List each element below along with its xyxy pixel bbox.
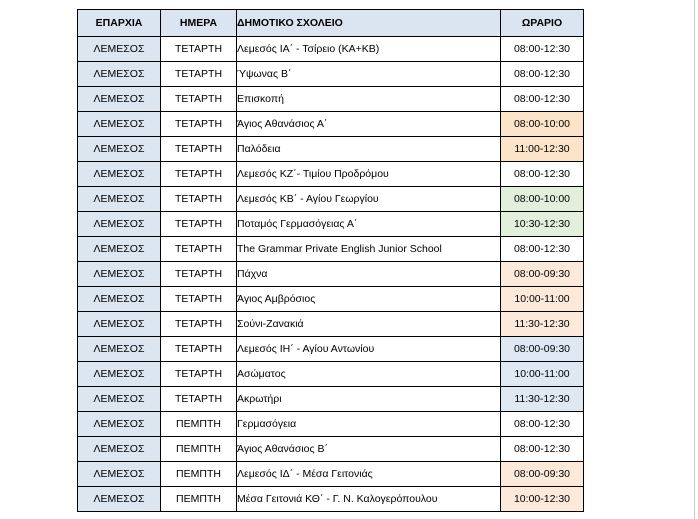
- table-row: [78, 162, 584, 187]
- day-cell: ΤΕΤΑΡΤΗ: [161, 337, 237, 362]
- district-cell: ΛΕΜΕΣΟΣ: [78, 462, 161, 487]
- school-cell: Ποταμός Γερμασόγειας Α΄: [237, 212, 501, 237]
- district-cell: ΛΕΜΕΣΟΣ: [78, 112, 161, 137]
- table-row: [78, 237, 584, 262]
- time-cell: 10:00-11:00: [501, 362, 584, 387]
- table-row: [78, 487, 584, 512]
- header-day: ΗΜΕΡΑ: [161, 10, 237, 37]
- district-cell: ΛΕΜΕΣΟΣ: [78, 262, 161, 287]
- district-cell: ΛΕΜΕΣΟΣ: [78, 437, 161, 462]
- district-cell: ΛΕΜΕΣΟΣ: [78, 162, 161, 187]
- day-cell: ΤΕΤΑΡΤΗ: [161, 212, 237, 237]
- time-cell: 08:00-09:30: [501, 462, 584, 487]
- table-row: [78, 437, 584, 462]
- time-cell: 08:00-12:30: [501, 162, 584, 187]
- school-cell: Άγιος Αθανάσιος Β΄: [237, 437, 501, 462]
- time-cell: 11:30-12:30: [501, 387, 584, 412]
- schedule-table: [77, 9, 584, 512]
- school-cell: Λεμεσός ΚΒ΄ - Αγίου Γεωργίου: [237, 187, 501, 212]
- day-cell: ΤΕΤΑΡΤΗ: [161, 137, 237, 162]
- day-cell: ΤΕΤΑΡΤΗ: [161, 312, 237, 337]
- school-cell: Άγιος Αμβρόσιος: [237, 287, 501, 312]
- table-row: [78, 462, 584, 487]
- table-row: [78, 212, 584, 237]
- time-cell: 08:00-09:30: [501, 337, 584, 362]
- table-row: [78, 312, 584, 337]
- table-row: [78, 37, 584, 62]
- time-cell: 11:30-12:30: [501, 312, 584, 337]
- table-row: [78, 187, 584, 212]
- time-cell: 08:00-12:30: [501, 87, 584, 112]
- school-cell: Σούνι-Ζανακιά: [237, 312, 501, 337]
- district-cell: ΛΕΜΕΣΟΣ: [78, 387, 161, 412]
- district-cell: ΛΕΜΕΣΟΣ: [78, 187, 161, 212]
- time-cell: 08:00-10:00: [501, 187, 584, 212]
- time-cell: 08:00-12:30: [501, 237, 584, 262]
- table-row: [78, 62, 584, 87]
- day-cell: ΤΕΤΑΡΤΗ: [161, 187, 237, 212]
- district-cell: ΛΕΜΕΣΟΣ: [78, 412, 161, 437]
- time-cell: 10:00-12:30: [501, 487, 584, 512]
- day-cell: ΤΕΤΑΡΤΗ: [161, 112, 237, 137]
- district-cell: ΛΕΜΕΣΟΣ: [78, 487, 161, 512]
- district-cell: ΛΕΜΕΣΟΣ: [78, 362, 161, 387]
- table-body: [78, 37, 584, 512]
- school-cell: The Grammar Private English Junior School: [237, 237, 501, 262]
- school-cell: Μέσα Γειτονιά ΚΘ΄ - Γ. Ν. Καλογερόπουλου: [237, 487, 501, 512]
- table-row: [78, 287, 584, 312]
- table-row: [78, 337, 584, 362]
- day-cell: ΤΕΤΑΡΤΗ: [161, 387, 237, 412]
- school-cell: Επισκοπή: [237, 87, 501, 112]
- time-cell: 08:00-12:30: [501, 412, 584, 437]
- day-cell: ΠΕΜΠΤΗ: [161, 487, 237, 512]
- header-district: ΕΠΑΡΧΙΑ: [78, 10, 161, 37]
- time-cell: 08:00-10:00: [501, 112, 584, 137]
- district-cell: ΛΕΜΕΣΟΣ: [78, 87, 161, 112]
- day-cell: ΤΕΤΑΡΤΗ: [161, 162, 237, 187]
- header-time: ΩΡΑΡΙΟ: [501, 10, 584, 37]
- table-row: [78, 87, 584, 112]
- school-cell: Γερμασόγεια: [237, 412, 501, 437]
- school-cell: Άγιος Αθανάσιος Α΄: [237, 112, 501, 137]
- day-cell: ΠΕΜΠΤΗ: [161, 437, 237, 462]
- day-cell: ΠΕΜΠΤΗ: [161, 462, 237, 487]
- school-cell: Λεμεσός ΚΖ΄- Τιμίου Προδρόμου: [237, 162, 501, 187]
- time-cell: 10:30-12:30: [501, 212, 584, 237]
- time-cell: 08:00-12:30: [501, 437, 584, 462]
- district-cell: ΛΕΜΕΣΟΣ: [78, 287, 161, 312]
- day-cell: ΤΕΤΑΡΤΗ: [161, 362, 237, 387]
- day-cell: ΤΕΤΑΡΤΗ: [161, 87, 237, 112]
- table-row: [78, 362, 584, 387]
- header-school: ΔΗΜΟΤΙΚΟ ΣΧΟΛΕΙΟ: [237, 10, 501, 37]
- school-cell: Πάχνα: [237, 262, 501, 287]
- district-cell: ΛΕΜΕΣΟΣ: [78, 237, 161, 262]
- school-cell: Λεμεσός ΙΑ΄ - Τσίρειο (ΚΑ+ΚΒ): [237, 37, 501, 62]
- district-cell: ΛΕΜΕΣΟΣ: [78, 337, 161, 362]
- time-cell: 11:00-12:30: [501, 137, 584, 162]
- day-cell: ΤΕΤΑΡΤΗ: [161, 262, 237, 287]
- school-cell: Ύψωνας Β΄: [237, 62, 501, 87]
- district-cell: ΛΕΜΕΣΟΣ: [78, 62, 161, 87]
- day-cell: ΠΕΜΠΤΗ: [161, 412, 237, 437]
- header-row: [78, 10, 584, 37]
- day-cell: ΤΕΤΑΡΤΗ: [161, 287, 237, 312]
- table-header: [78, 10, 584, 37]
- district-cell: ΛΕΜΕΣΟΣ: [78, 137, 161, 162]
- page-edge-divider: [694, 0, 695, 519]
- table-row: [78, 387, 584, 412]
- table-row: [78, 262, 584, 287]
- district-cell: ΛΕΜΕΣΟΣ: [78, 212, 161, 237]
- district-cell: ΛΕΜΕΣΟΣ: [78, 37, 161, 62]
- day-cell: ΤΕΤΑΡΤΗ: [161, 237, 237, 262]
- table-row: [78, 137, 584, 162]
- time-cell: 10:00-11:00: [501, 287, 584, 312]
- school-cell: Λεμεσός ΙΔ΄ - Μέσα Γειτονιάς: [237, 462, 501, 487]
- time-cell: 08:00-12:30: [501, 37, 584, 62]
- time-cell: 08:00-09:30: [501, 262, 584, 287]
- school-cell: Ασώματος: [237, 362, 501, 387]
- table-row: [78, 112, 584, 137]
- day-cell: ΤΕΤΑΡΤΗ: [161, 62, 237, 87]
- table-row: [78, 412, 584, 437]
- school-cell: Λεμεσός ΙΗ΄ - Αγίου Αντωνίου: [237, 337, 501, 362]
- school-cell: Ακρωτήρι: [237, 387, 501, 412]
- district-cell: ΛΕΜΕΣΟΣ: [78, 312, 161, 337]
- day-cell: ΤΕΤΑΡΤΗ: [161, 37, 237, 62]
- time-cell: 08:00-12:30: [501, 62, 584, 87]
- school-cell: Παλόδεια: [237, 137, 501, 162]
